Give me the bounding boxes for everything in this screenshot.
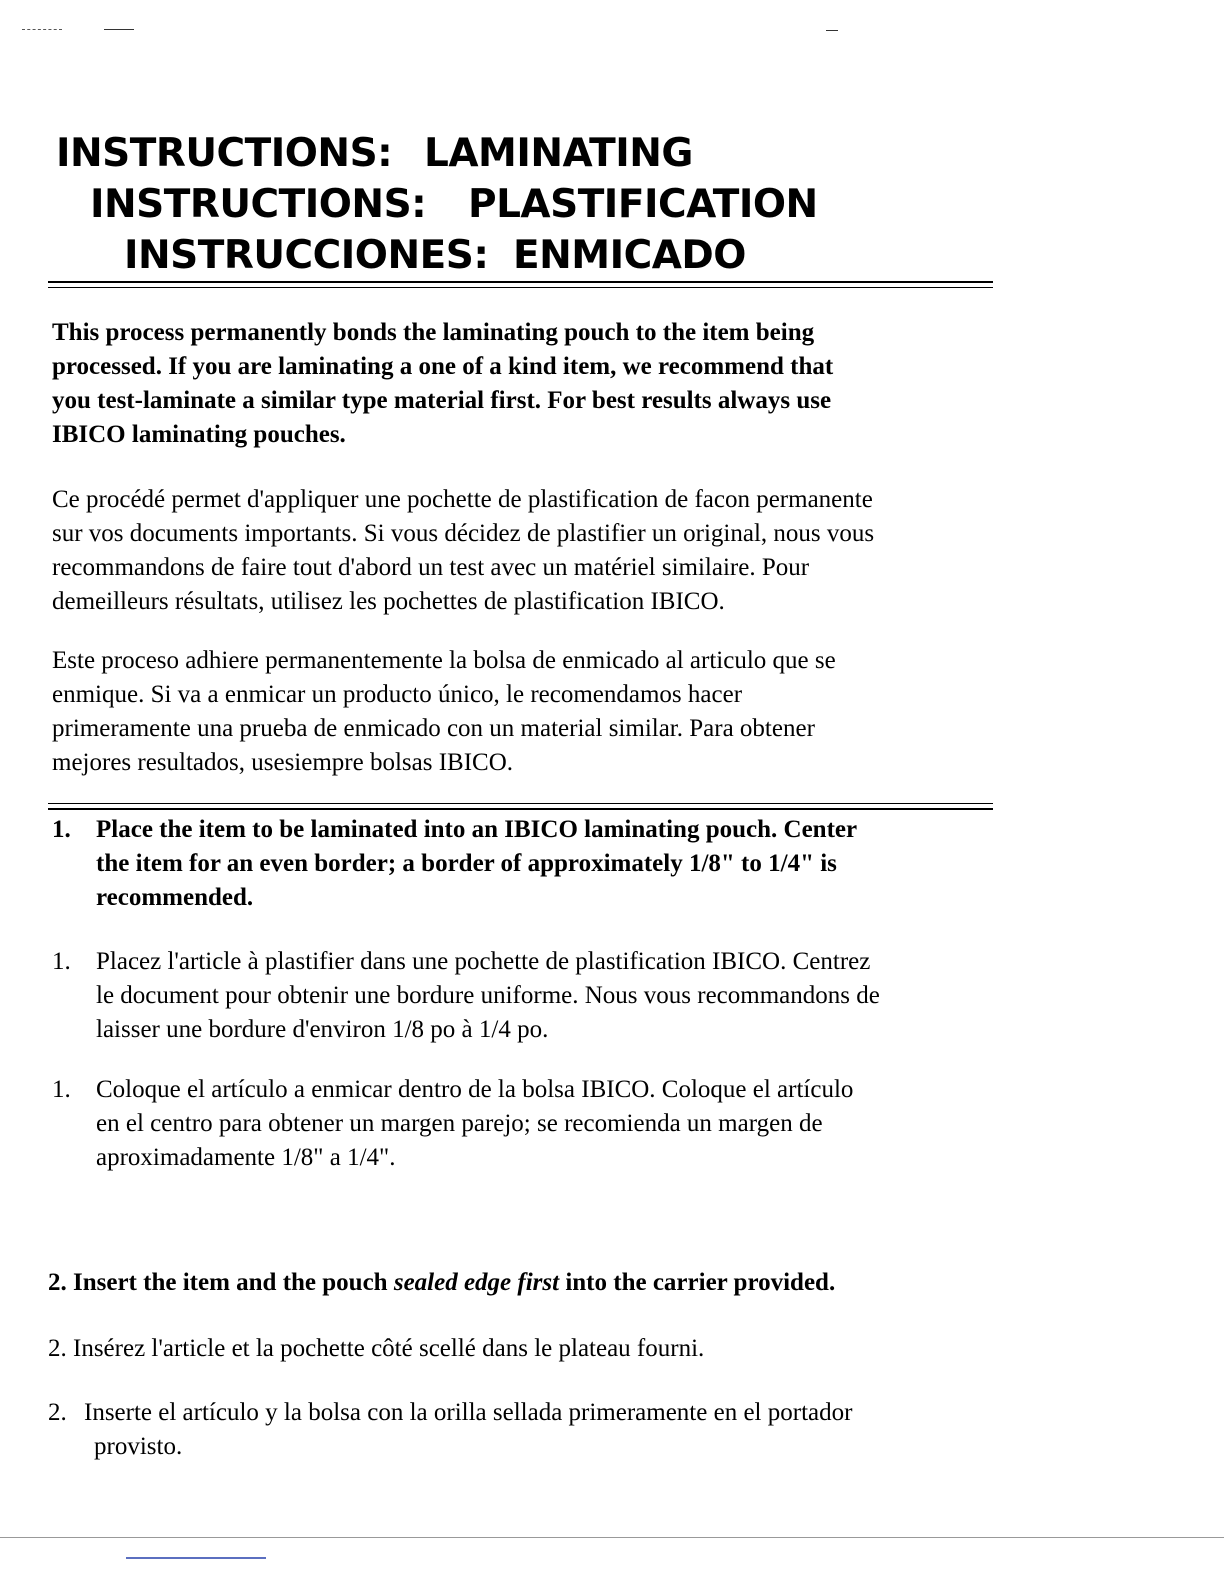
step2-french-number: 2. [48, 1335, 67, 1362]
heading-spanish-label: INSTRUCCIONES: [124, 233, 489, 278]
step2-english-text-after: into the carrier provided. [559, 1269, 836, 1296]
intro-french-line: recommandons de faire tout d'abord un test avec un matériel similaire. Pour [52, 554, 810, 581]
heading-french-topic: PLASTIFICATION [468, 182, 818, 227]
heading-english-label: INSTRUCTIONS: [56, 131, 393, 176]
step1-english-line: the item for an even border; a border of approximately 1/8" to 1/4" is [96, 850, 837, 877]
step2-spanish-line: provisto. [94, 1433, 183, 1460]
intro-spanish-line: Este proceso adhiere permanentemente la bolsa de enmicado al articulo que se [52, 647, 836, 674]
intro-french-line: demeilleurs résultats, utilisez les pochettes de plastification IBICO. [52, 588, 725, 615]
intro-english-line: you test-laminate a similar type material first. For best results always use [52, 387, 832, 414]
intro-french-line: sur vos documents importants. Si vous décidez de plastifier un original, nous vous [52, 520, 875, 547]
step2-english [48, 1266, 835, 1300]
title-rule-bottom [48, 287, 993, 288]
step1-english-number: 1. [52, 816, 71, 843]
scan-mark-bottom-blue [126, 1557, 266, 1559]
intro-spanish-line: enmique. Si va a enmicar un producto único, le recomendamos hacer [52, 681, 743, 708]
scan-mark-top-right [826, 30, 838, 31]
intro-english-line: processed. If you are laminating a one of a kind item, we recommend that [52, 353, 834, 380]
intro-spanish-line: primeramente una prueba de enmicado con un material similar. Para obtener [52, 715, 815, 742]
title-rule-top [48, 281, 993, 283]
intro-french [52, 483, 1002, 619]
step1-french-line: laisser une bordure d'environ 1/8 po à 1/4 po. [96, 1016, 549, 1043]
step1-english-line: Place the item to be laminated into an IBICO laminating pouch. Center [96, 816, 858, 843]
step1-spanish-line: Coloque el artículo a enmicar dentro de la bolsa IBICO. Coloque el artículo [96, 1076, 854, 1103]
step2-english-number: 2. [48, 1269, 67, 1296]
intro-english [52, 316, 1002, 452]
step2-english-emphasis: sealed edge first [393, 1269, 560, 1296]
step1-spanish-line: aproximadamente 1/8" a 1/4". [96, 1144, 396, 1171]
step1-french-line: le document pour obtenir une bordure uniforme. Nous vous recommandons de [96, 982, 880, 1009]
scan-mark-top-left-1 [22, 29, 62, 30]
scan-mark-bottom-rule [0, 1537, 1224, 1538]
step1-english-line: recommended. [96, 884, 254, 911]
step1-spanish-number: 1. [52, 1076, 71, 1103]
heading-french-label: INSTRUCTIONS: [90, 182, 427, 227]
intro-spanish [52, 644, 1002, 780]
step2-spanish-line: Inserte el artículo y la bolsa con la orilla sellada primeramente en el portador [84, 1399, 853, 1426]
intro-english-line: IBICO laminating pouches. [52, 421, 346, 448]
section-rule-bottom [48, 808, 993, 810]
section-rule-top [48, 803, 993, 804]
step1-french-line: Placez l'article à plastifier dans une pochette de plastification IBICO. Centrez [96, 948, 871, 975]
heading-spanish-topic: ENMICADO [513, 233, 746, 278]
step1-french-number: 1. [52, 948, 71, 975]
scan-mark-top-left-2 [104, 29, 134, 30]
step2-spanish-number: 2. [48, 1399, 67, 1426]
step2-english-text-before: Insert the item and the pouch [73, 1269, 394, 1296]
intro-english-line: This process permanently bonds the laminating pouch to the item being [52, 319, 815, 346]
step2-french [48, 1332, 704, 1366]
intro-french-line: Ce procédé permet d'appliquer une pochette de plastification de facon permanente [52, 486, 873, 513]
intro-spanish-line: mejores resultados, usesiempre bolsas IBICO. [52, 749, 514, 776]
step2-french-text: Insérez l'article et la pochette côté scellé dans le plateau fourni. [73, 1335, 705, 1362]
heading-english-topic: LAMINATING [424, 131, 693, 176]
step1-spanish-line: en el centro para obtener un margen parejo; se recomienda un margen de [96, 1110, 823, 1137]
